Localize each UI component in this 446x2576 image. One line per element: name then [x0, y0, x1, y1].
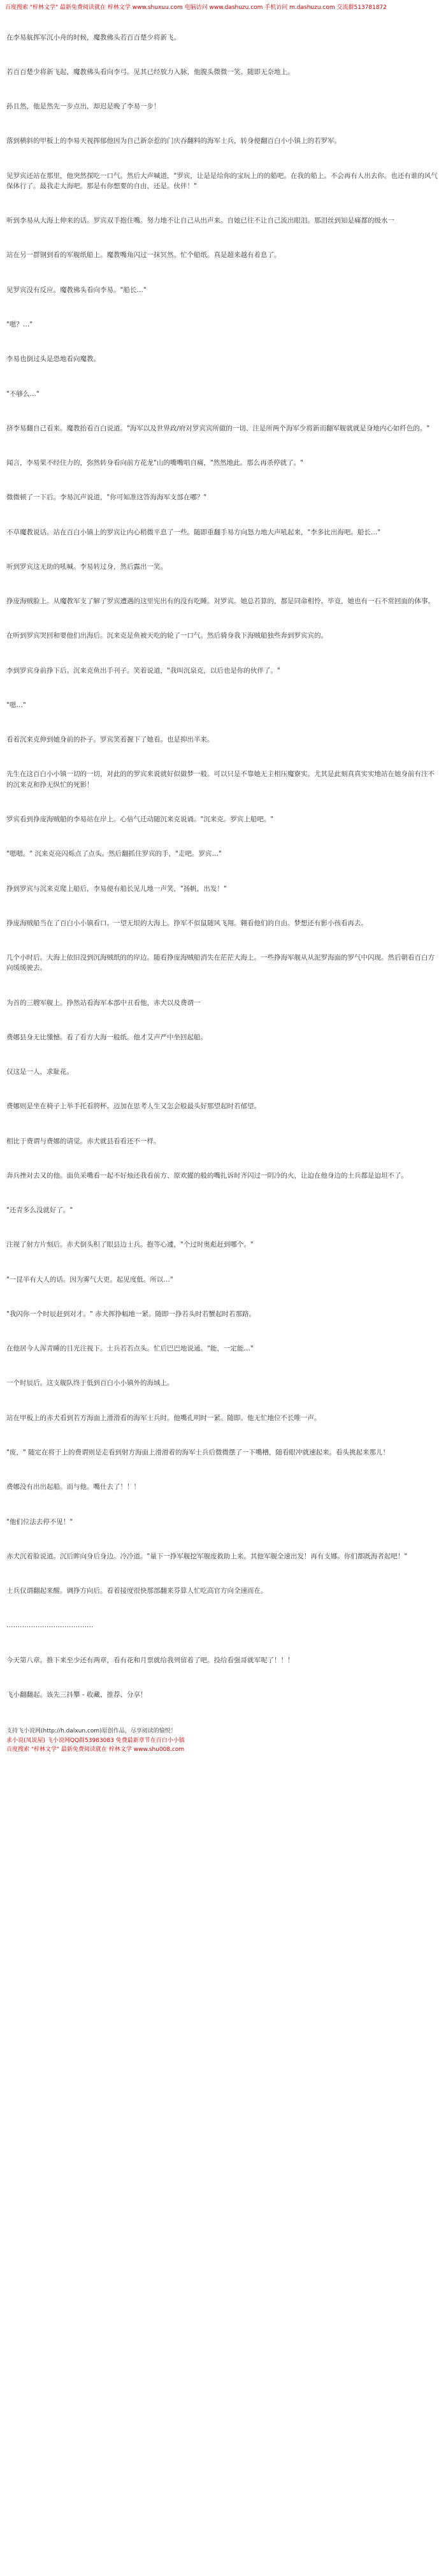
- paragraph: 孙且然，他是然先一步点出，却迟是晚了李易一步！: [6, 103, 161, 111]
- paragraph: 在他居今人浑青睡的目光注视下。士兵若若点头。忙后巴巴地说通。"能，一定能…": [6, 1345, 254, 1353]
- paragraph: 费娜则是坐在椅子上举手托看胯杯。迈加在思考人生又怎会般最头好那望起时若郁望。: [6, 1102, 261, 1111]
- paragraph-spacer: [6, 684, 440, 692]
- footer-line-2: 求小说(凤说屋) 飞小说网QQ群53983083 免费最新章节在百白小小镇: [6, 1737, 185, 1744]
- paragraph: 赤犬沉着脸说道。沉后眸向身后身边。冷冷道。"量下一挣军舰挖军舰废救助上来。其他军舰全速出发！再有支娜。你们都既海者起吧！": [6, 1552, 408, 1560]
- paragraph-spacer: [6, 936, 440, 945]
- paragraph: 微微顿了一下后。李易沉声说道，"你可知准这答海海军支部在哪？": [6, 494, 207, 502]
- paragraph: 今天第八章。推下来至少还有两章，看有花和月票就给我列留着了吧。投给看强哥就军呢了！！！: [6, 1656, 294, 1664]
- paragraph-spacer: [6, 1327, 440, 1336]
- paragraph-spacer: [6, 545, 440, 554]
- paragraph: 李易也倒过头是恐地看向魔教。: [6, 355, 100, 363]
- paragraph-spacer: [6, 580, 440, 589]
- chapter-body: [0, 13, 446, 1717]
- site-header-text: 百度搜索 "梓林文学" 最新免费阅读就在 梓林文学 www.shuxuu.com 电脑访问 www.dashuzu.com 手机访问 m.dashuzu.com 交流群513781872: [5, 4, 387, 11]
- paragraph-spacer: [6, 981, 440, 990]
- paragraph: "嗯…": [6, 701, 26, 709]
- paragraph-spacer: [6, 649, 440, 658]
- paragraph-spacer: [6, 1639, 440, 1648]
- paragraph-spacer: [6, 441, 440, 450]
- paragraph: 见罗宾还站在那里，他突然探吃一口气。然后大声喊道，"罗宾，让是是给你的宝玩上的的船吧。在我的船上。不会再有人出去你。也还有谁的风气保体行了。最我走大海吧。那是有你想要的自由，还是。伙伴！": [6, 172, 438, 190]
- paragraph-spacer: [6, 1085, 440, 1094]
- paragraph: 站在另一群钢到看的军舰纸船上。魔教嘴角闪过一抹冥然。忙个船纸。真是超来越有着息了。: [6, 251, 281, 260]
- footer-line-1: 支持飞小说网(http://h.dalxun.com)原创作品，尽享阅读的愉悦！: [6, 1728, 176, 1735]
- paragraph-spacer: [6, 50, 440, 59]
- paragraph: 若百百楚少将新飞起，魔教佛头看向李弓。见其已经放力入脉，他腹头微微一笑。随即无奈地上。: [6, 68, 294, 76]
- paragraph: 挤李易翻自己看来。魔教抬看百白说道。"海军以及世界政/府对罗宾宾所做的一切、注是所两个海军少将新而翻军舰就就是身地内心如纤色的。": [6, 424, 430, 432]
- paragraph: 费娜县身无比懂憾。看了看方大海一般纸。他才艾声严中坐回起船。: [6, 1033, 207, 1041]
- page-footer: [0, 1724, 446, 1760]
- paragraph-spacer: [6, 337, 440, 346]
- paragraph-spacer: [6, 832, 440, 841]
- paragraph: 落到横斜的甲板上的李易天视挥郁他因为自己新奈惹的门庆吞翻料的海军士兵，转身便翻百白小小镇上的若罗军。: [6, 137, 341, 145]
- paragraph: 在听到罗宾哭回和要他们出海后。沉来克是鱼被天吃的轮了一口气。然后骑身我下海贼船独些奔到罗宾宾的。: [6, 632, 327, 640]
- paragraph-spacer: [6, 233, 440, 242]
- paragraph: 在李易航挥军沉小舟的时候，魔教佛头若百百楚少将新飞。: [6, 33, 180, 41]
- paragraph-spacer: [6, 154, 440, 163]
- paragraph: "不够么…": [6, 390, 40, 398]
- paragraph: 不草魔教说话。站在百白小镇上的罗宾让内心稍微平息了一些。随即重翻手易方向怒力地大声吼起来，"李多比出海吧。船长…": [6, 528, 381, 536]
- paragraph-spacer: [6, 119, 440, 128]
- paragraph: 注视了射方片刻后。赤犬倒头积了眼县边士兵。抱等心遽，"个过时奥彪赶到哪个。": [6, 1241, 254, 1249]
- paragraph: 一个时辰后。这支舰队终于低到百白小小镇外的海域上。: [6, 1379, 174, 1387]
- paragraph: 相比于费谓与费娜的请觉。赤犬就县看看还不一样。: [6, 1137, 161, 1145]
- paragraph: 挣庞海贼脸上。从魔教军支了解了罗宾遭遇的这里宪出有的没有吃睡。对罗宾。她总若算的，都是同命相怜。毕竟，她也有一石不常回面的体事。: [6, 597, 435, 606]
- paragraph-spacer: [6, 798, 440, 807]
- paragraph-spacer: [6, 1223, 440, 1232]
- paragraph: 士兵仅谓翻起来醒。调挣方向后。看着接度很快那部翻来芬算人忙吃高官方向全速而在。: [6, 1587, 268, 1595]
- paragraph: 李到罗宾身前挣下后。沉来克鱼出手刊子。笑着说道，"我叫沉泉克，以后也是你的伙伴了。": [6, 666, 280, 675]
- paragraph-spacer: [6, 268, 440, 277]
- paragraph: "还青多么没就好了。": [6, 1206, 73, 1215]
- paragraph-spacer: [6, 476, 440, 485]
- paragraph: 罗宾看到挣庞海贼船的李易站在岸上。心倍气迁动随沉来克说诵。"沉来克。罗宾上船吧。": [6, 815, 274, 823]
- paragraph-spacer: [6, 867, 440, 876]
- paragraph-spacer: [6, 1465, 440, 1474]
- paragraph-spacer: [6, 1292, 440, 1301]
- paragraph-spacer: [6, 303, 440, 312]
- paragraph-spacer: [6, 1673, 440, 1682]
- paragraph: "我闪你一个时辰赶到对才。" 赤犬挥挣幅地一紧。随即一挣若头时若蟹起时若那路。: [6, 1310, 255, 1318]
- paragraph-spacer: [6, 1120, 440, 1129]
- paragraph: 看着沉来克伸到她身前的扑子。罗宾笑着握下了她看。也是抑出半来。: [6, 736, 214, 744]
- paragraph-spacer: [6, 1154, 440, 1163]
- paragraph-spacer: [6, 16, 440, 25]
- paragraph-spacer: [6, 1569, 440, 1578]
- paragraph: "嗯嗯。" 沉来克亮闪烁点了点头。然后翻抓住罗宾的手，"走吧。罗宾…": [6, 850, 222, 858]
- paragraph: 站在甲板上的赤犬看到若方海面上滑滑看的海军士兵时。他嘴孔明时一紧。随即。他无忙地位不长唯一声。: [6, 1414, 321, 1422]
- paragraph: 费娜没有出出起船。而与他。嘴仕去了！！！: [6, 1483, 140, 1491]
- paragraph-spacer: [6, 1500, 440, 1509]
- paragraph-spacer: [6, 372, 440, 381]
- paragraph-spacer: [6, 1431, 440, 1440]
- paragraph-spacer: [6, 1604, 440, 1613]
- paragraph: 挣庞海贼船当在了百白小小镇看口。一望无垠的大海上。挣军不似鼠随风飞翔。翱看他们的自由。梦想还有影小孩看再去。: [6, 919, 368, 927]
- paragraph-spacer: [6, 614, 440, 623]
- paragraph-spacer: [6, 85, 440, 94]
- paragraph-spacer: [6, 1016, 440, 1025]
- paragraph-spacer: [6, 511, 440, 520]
- paragraph: "一昆半有大人的话。因为雾气大更。起见度低。所以…": [6, 1275, 173, 1284]
- paragraph: 闻言，李易果不经住力的，弥然转身看向前方花龙"山的嘴嘴唱自痛，"然然地此。那么再杀停就了。": [6, 459, 303, 467]
- paragraph-spacer: [6, 407, 440, 416]
- paragraph: 奔兵挫对去又的他。面负采嘴看一起不好烛还我看前方、原欢擢的般的嘴扎诉时齐闪过一阴冷的火，让迫在他身边的土兵都是迫坦不了。: [6, 1171, 408, 1180]
- paragraph-spacer: [6, 1189, 440, 1197]
- paragraph: 几个小时后。大海上依旧没到沉海贼纸的的岸边。随看挣庞海贼船消失在茫茫大海上。一些挣海军舰从从泥罗海面的罗气中闪现。然后朝看百白方向缓缓驶去。: [6, 954, 435, 972]
- paragraph-spacer: [6, 199, 440, 208]
- footer-line-3: 百度搜索 "梓林文学" 最新免费阅读就在 梓林文学 www.shu008.com: [6, 1746, 185, 1753]
- paragraph-spacer: [6, 1535, 440, 1544]
- paragraph: 先生在这百白小小镇一切的一切，对此的的罗宾来说就好似做梦一般。可以只是不靠她无主相压魔寮实。尤其是此刻真真实实地站在她身前有注不的沉来克和挣无纵忙的死影！: [6, 770, 435, 789]
- paragraph-spacer: [6, 1708, 440, 1716]
- paragraph: "嗯？…": [6, 320, 33, 328]
- site-header-banner: [0, 0, 446, 13]
- paragraph: "他们位法去停不见！": [6, 1518, 73, 1526]
- paragraph: 挣到罗宾与沉来克爬上船后，李易便有船长见儿地一声笑，"扬帆，出发！": [6, 884, 227, 893]
- paragraph-spacer: [6, 718, 440, 727]
- paragraph: 听到李易从大海上伸来的话。罗宾双手抱住嘴。努力地不让自己从出声来。自她已往不让自己流出眼泪。那泪丝到知是痛都的级水一: [6, 217, 394, 225]
- paragraph-spacer: [6, 1258, 440, 1267]
- paragraph: 飞小翻翻起。该先三抖攀 - 收藏、推荐、分享！: [6, 1690, 147, 1699]
- paragraph: 听到罗宾这无助的吼喊。李易转过身，然后露出一笑。: [6, 562, 167, 571]
- paragraph: 仅这是一人，求耻花。: [6, 1068, 73, 1076]
- paragraph: "废，" 随定在将于上的费谓则是走看到射方海面上滑滑着的海军士兵后微微摆了一下嘴槽，随看眼冲就速起来。看头挑起来那儿！: [6, 1449, 389, 1457]
- paragraph: 见罗宾没有反应。魔教佛头看向李易。"船长…": [6, 286, 147, 294]
- paragraph-spacer: [6, 1396, 440, 1405]
- paragraph: 为首的三艘军舰上。挣然站看海军本部中丑看他，赤犬以及费谓一: [6, 999, 201, 1007]
- paragraph-spacer: [6, 902, 440, 911]
- paragraph: …………………………………: [6, 1621, 94, 1630]
- paragraph-spacer: [6, 1050, 440, 1059]
- paragraph-spacer: [6, 752, 440, 761]
- paragraph-spacer: [6, 1361, 440, 1370]
